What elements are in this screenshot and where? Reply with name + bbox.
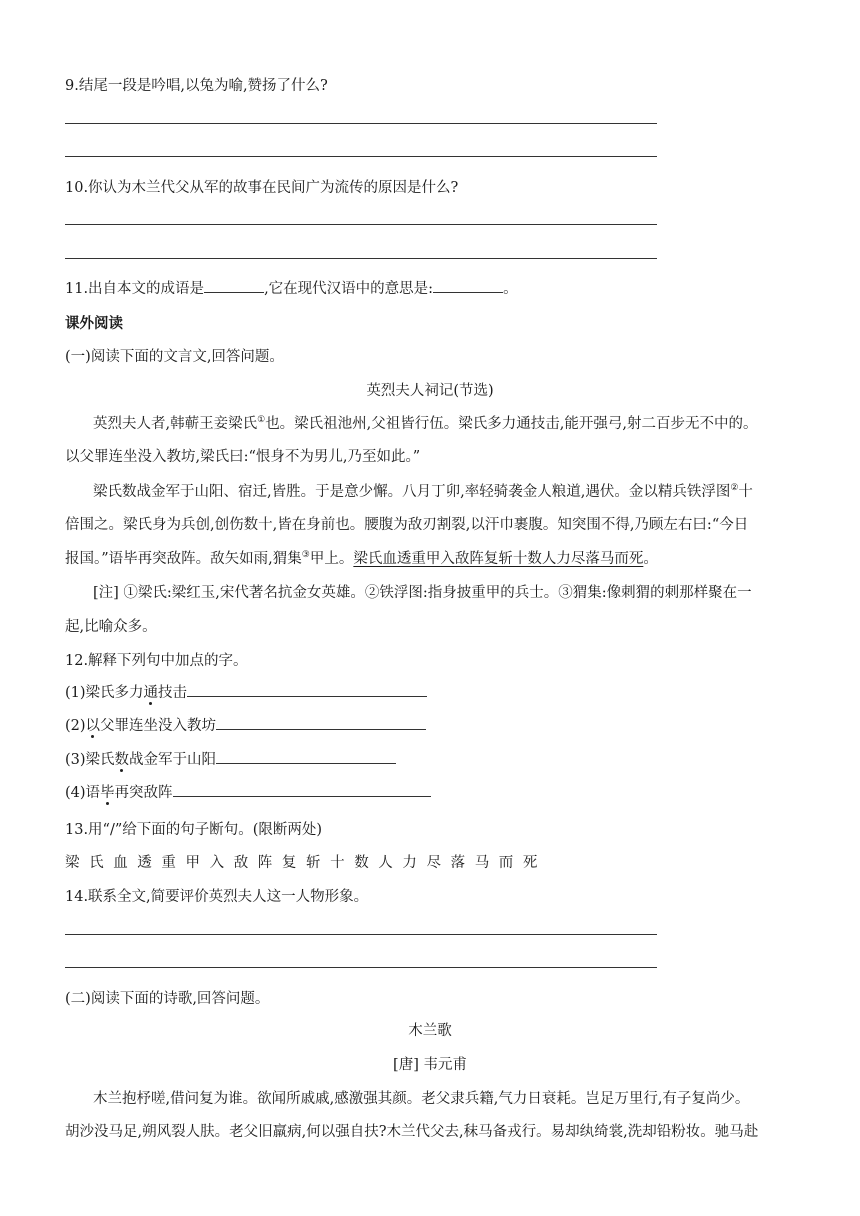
poem-line-2: 胡沙没马足,朔风裂人肤。老父旧羸病,何以强自扶?木兰代父去,秣马备戎行。易却纨绮裳,洗却铅粉妆。驰马赴 <box>65 1124 759 1140</box>
question-11 <box>65 277 518 298</box>
text-run: 也。梁氏祖池州,父祖皆行伍。梁氏多力通技击,能开强弓,射二百步无不中的。 <box>265 416 758 432</box>
answer-blank <box>204 278 264 293</box>
part-one-intro: (一)阅读下面的文言文,回答问题。 <box>65 349 284 365</box>
text-run: (4)语 <box>65 785 101 801</box>
passage-paragraph-1-cont: 以父罪连坐没入教坊,梁氏曰:“恨身不为男儿,乃至如此。” <box>65 449 421 465</box>
answer-blank <box>216 749 396 764</box>
question-12-item-2 <box>65 714 426 735</box>
passage-paragraph-2-end <box>65 547 658 568</box>
answer-blank <box>187 682 427 697</box>
question-14: 14.联系全文,简要评价英烈夫人这一人物形象。 <box>65 889 369 905</box>
question-12-item-3 <box>65 748 396 769</box>
question-9: 9.结尾一段是吟唱,以兔为喻,赞扬了什么? <box>65 78 328 94</box>
text-run: 。 <box>643 551 658 567</box>
poem-line-1: 木兰抱杼嗟,借问复为谁。欲闻所戚戚,感激强其颜。老父隶兵籍,气力日衰耗。岂足万里行,有子复尚少。 <box>93 1091 750 1107</box>
passage-title: 英烈夫人祠记(节选) <box>366 383 494 399</box>
text-run: 十 <box>738 484 753 500</box>
answer-blank <box>216 715 426 730</box>
answer-blank <box>173 782 431 797</box>
footnote-mark: ② <box>730 483 739 493</box>
answer-line <box>65 224 657 225</box>
footnote-mark: ③ <box>301 550 310 560</box>
answer-blank <box>433 278 503 293</box>
answer-line <box>65 156 657 157</box>
text-run: (3)梁氏 <box>65 752 115 768</box>
answer-line <box>65 123 657 124</box>
section-title: 课外阅读 <box>65 315 123 332</box>
question-11-part2: ,它在现代汉语中的意思是: <box>264 281 434 297</box>
passage-paragraph-2-cont: 倍围之。梁氏身为兵创,创伤数十,皆在身前也。腰腹为敌刃割裂,以汗巾裹腹。知突围不得,乃顾左右曰:“今日 <box>65 517 749 533</box>
dotted-char: 数 <box>114 752 130 768</box>
text-run: 梁氏数战金军于山阳、宿迁,皆胜。于是意少懈。八月丁卯,率轻骑袭金人粮道,遇伏。金以精兵铁浮图 <box>93 484 731 500</box>
passage-notes: [注] ①梁氏:梁红玉,宋代著名抗金女英雄。②铁浮图:指身披重甲的兵士。③猬集:像刺猬的刺那样聚在一 <box>93 585 752 601</box>
passage-paragraph-2 <box>93 480 753 501</box>
dotted-char: 毕 <box>100 785 115 801</box>
question-13: 13.用“/”给下面的句子断句。(限断两处) <box>65 822 323 838</box>
question-12-item-4 <box>65 781 431 802</box>
dotted-char: 以 <box>85 718 101 734</box>
answer-line <box>65 258 657 259</box>
text-run: 报国。”语毕再突敌阵。敌矢如雨,猬集 <box>65 551 302 567</box>
part-two-intro: (二)阅读下面的诗歌,回答问题。 <box>65 991 270 1007</box>
text-run: 英烈夫人者,韩蕲王妾梁氏 <box>93 416 258 432</box>
footnote-mark: ① <box>257 415 266 425</box>
answer-line <box>65 934 657 935</box>
poem-author: [唐] 韦元甫 <box>393 1057 467 1073</box>
answer-line <box>65 967 657 968</box>
question-10: 10.你认为木兰代父从军的故事在民间广为流传的原因是什么? <box>65 180 459 196</box>
text-run: 甲上。 <box>309 551 354 567</box>
dotted-char: 通 <box>143 685 159 701</box>
question-11-part3: 。 <box>503 281 518 297</box>
question-12: 12.解释下列句中加点的字。 <box>65 653 248 669</box>
passage-notes-cont: 起,比喻众多。 <box>65 619 157 635</box>
text-run: 父罪连坐没入教坊 <box>100 718 217 734</box>
underlined-sentence: 梁氏血透重甲入敌阵复斩十数人力尽落马而死 <box>353 551 644 567</box>
passage-paragraph-1 <box>93 412 758 433</box>
text-run: 技击 <box>158 685 188 701</box>
text-run: 战金军于山阳 <box>129 752 217 768</box>
text-run: 再突敌阵 <box>114 785 173 801</box>
question-12-item-1 <box>65 681 427 702</box>
question-11-part1: 11.出自本文的成语是 <box>65 281 205 297</box>
poem-title: 木兰歌 <box>408 1023 452 1039</box>
text-run: (2) <box>65 718 86 734</box>
text-run: (1)梁氏多力 <box>65 685 144 701</box>
question-13-sentence: 梁氏血透重甲入敌阵复斩十数人力尽落马而死 <box>65 855 547 871</box>
